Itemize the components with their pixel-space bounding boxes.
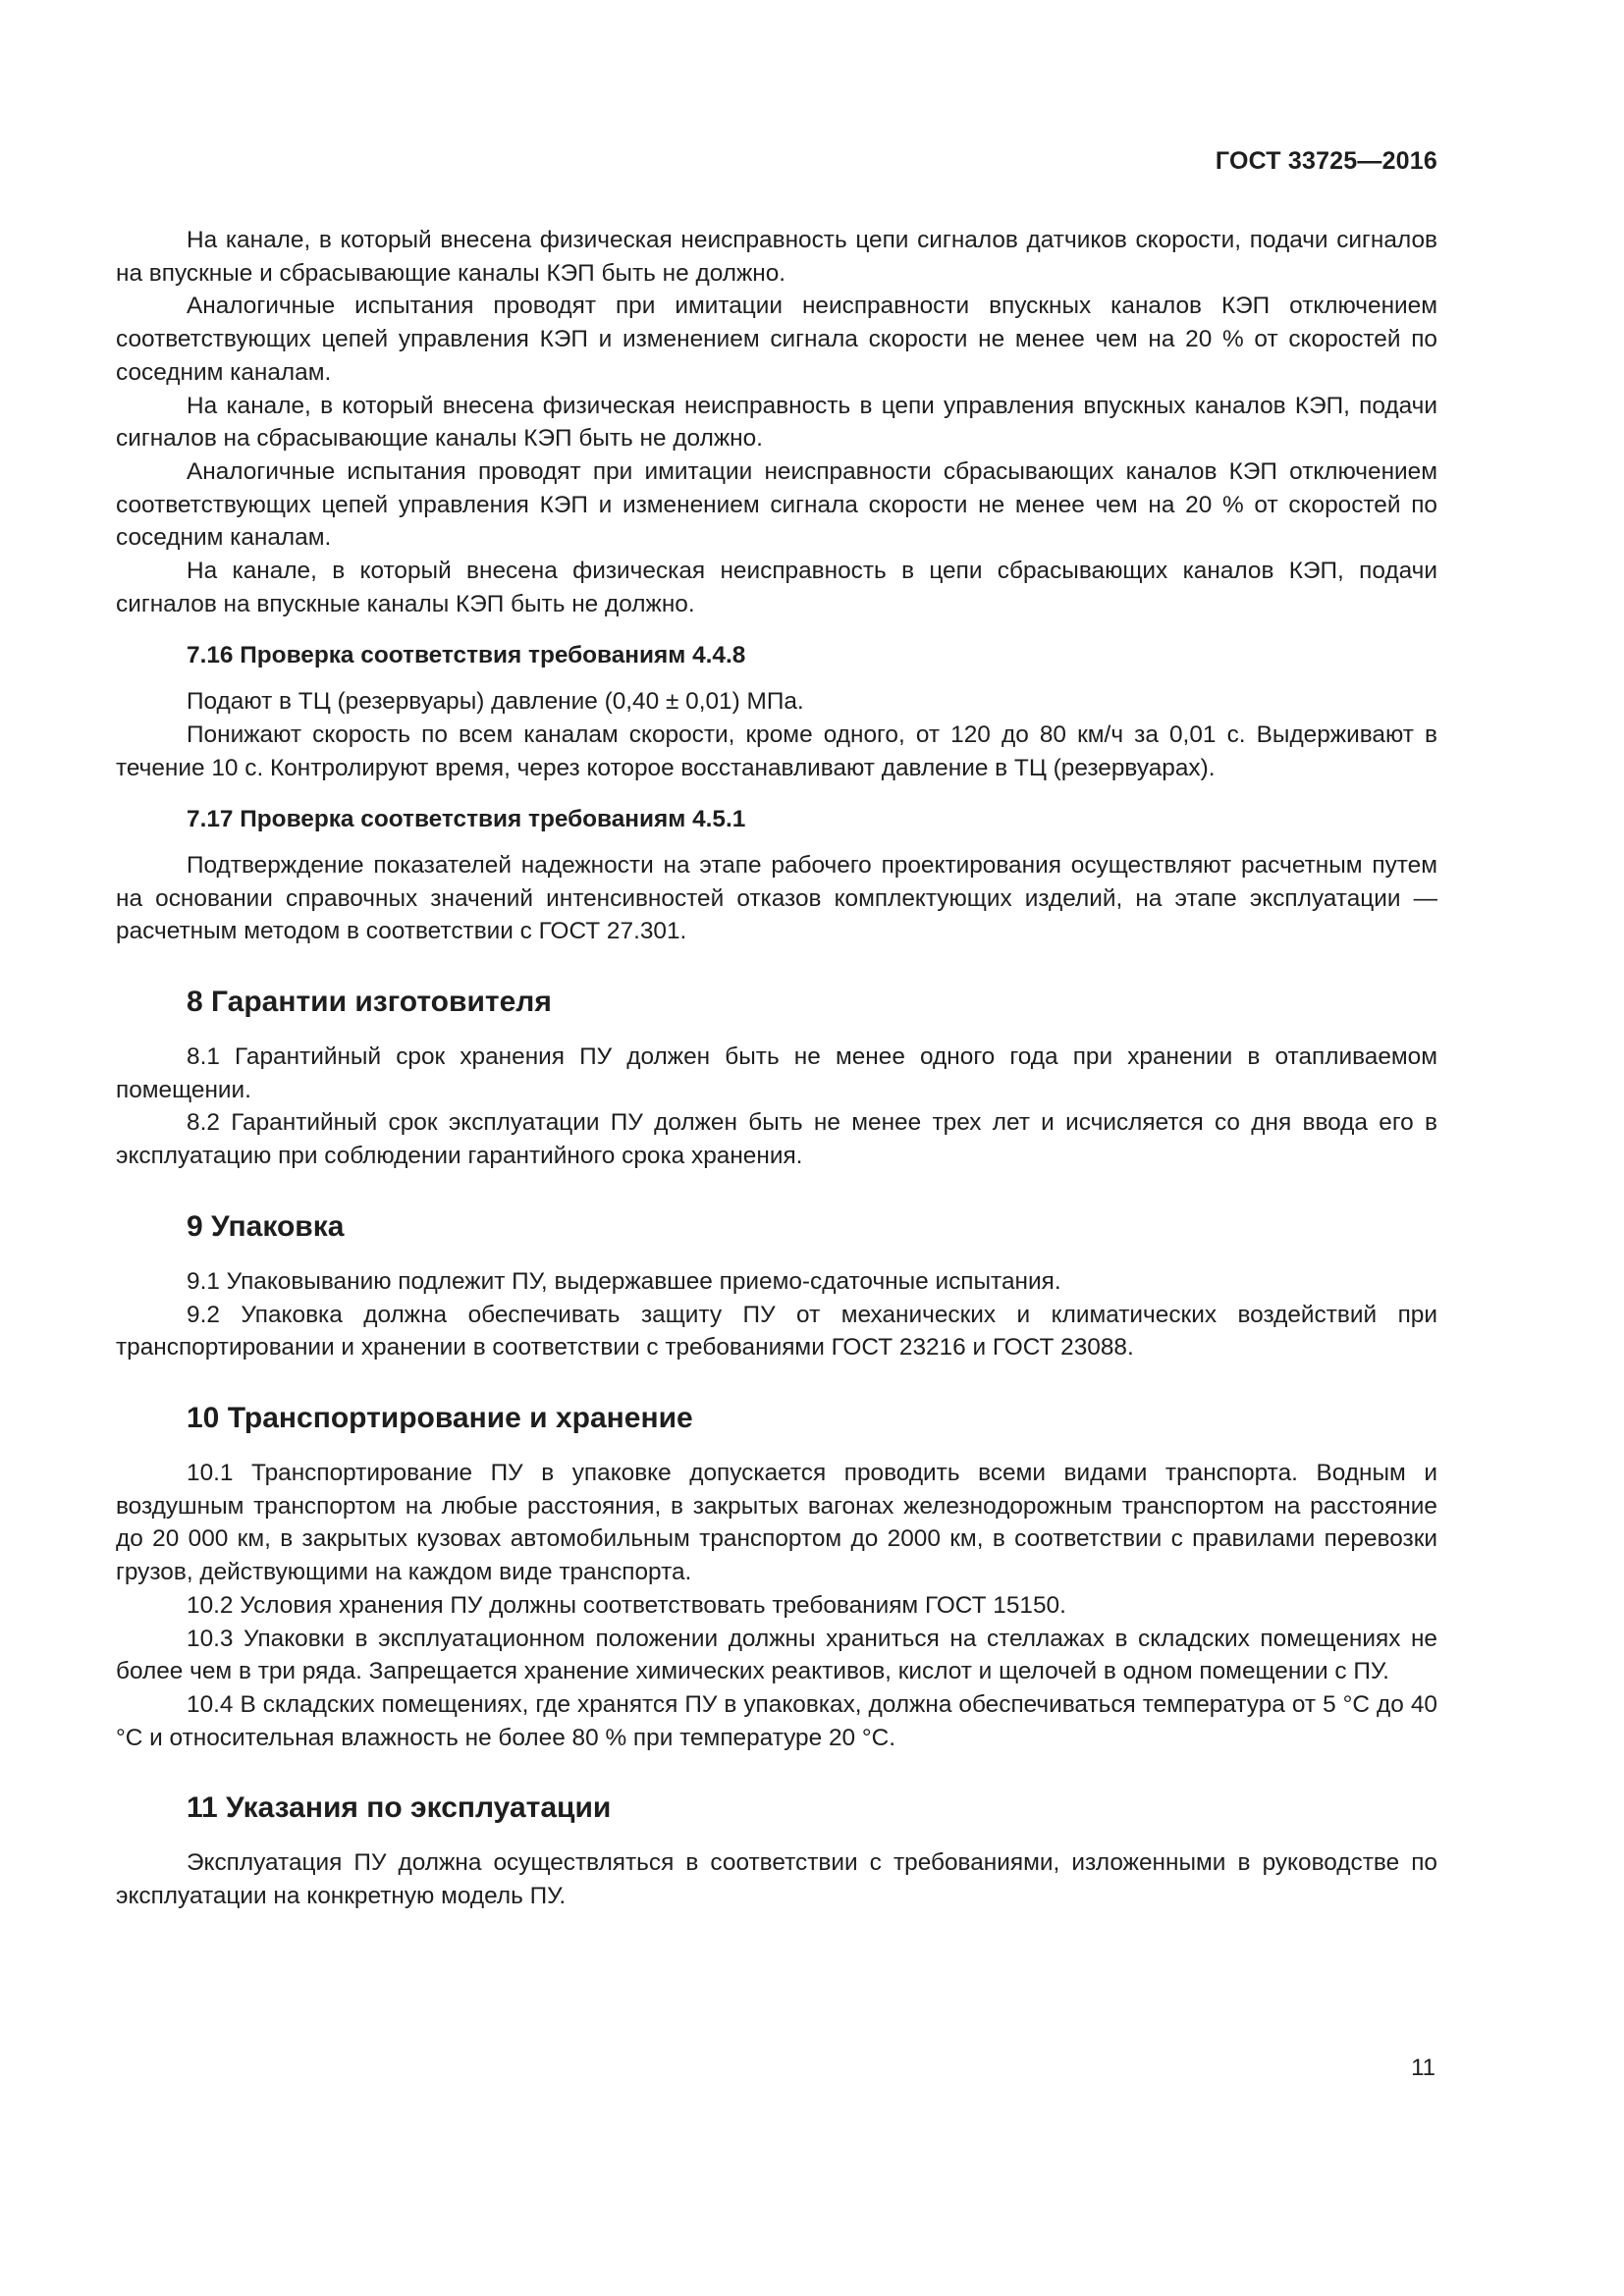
paragraph: Аналогичные испытания проводят при имитации неисправности сбрасывающих каналов КЭП отключением соответствующих цепей управления КЭП и изменением сигнала скорости не менее чем на 20 % от скоростей по соседним каналам.: [116, 457, 1437, 552]
paragraph: 8.2 Гарантийный срок эксплуатации ПУ должен быть не менее трех лет и исчисляется со дня ввода его в эксплуатацию при соблюдении гарантийного срока хранения.: [116, 1109, 1437, 1170]
paragraph: 10.3 Упаковки в эксплуатационном положении должны храниться на стеллажах в складских помещениях не более чем в три ряда. Запрещается хранение химических реактивов, кислот и щелочей в одном помещении с ПУ.: [116, 1625, 1437, 1685]
paragraph: 10.4 В складских помещениях, где хранятся ПУ в упаковках, должна обеспечиваться температура от 5 °C до 40 °C и относительная влажность не более 80 % при температуре 20 °C.: [116, 1690, 1437, 1751]
paragraph: 9.2 Упаковка должна обеспечивать защиту ПУ от механических и климатических воздействий при транспортировании и хранении в соответствии с требованиями ГОСТ 23216 и ГОСТ 23088.: [116, 1301, 1437, 1362]
paragraph: 8.1 Гарантийный срок хранения ПУ должен быть не менее одного года при хранении в отапливаемом помещении.: [116, 1043, 1437, 1103]
page-number: 11: [1411, 2055, 1435, 2081]
subsection-heading-7-16: 7.16 Проверка соответствия требованиям 4.4.8: [187, 642, 746, 669]
paragraph: Подтверждение показателей надежности на этапе рабочего проектирования осуществляют расчетным путем на основании справочных значений интенсивностей отказов комплектующих изделий, на этапе эксплуатации — расчетным методом в соответствии с ГОСТ 27.301.: [116, 851, 1437, 945]
section-heading-8: 8 Гарантии изготовителя: [187, 986, 552, 1019]
paragraph: Подают в ТЦ (резервуары) давление (0,40 ± 0,01) МПа.: [187, 688, 804, 716]
document-body: [116, 224, 1437, 1913]
paragraph: На канале, в который внесена физическая неисправность цепи сигналов датчиков скорости, подачи сигналов на впускные и сбрасывающие каналы КЭП быть не должно.: [116, 227, 1437, 287]
paragraph: Аналогичные испытания проводят при имитации неисправности впускных каналов КЭП отключением соответствующих цепей управления КЭП и изменением сигнала скорости не менее чем на 20 % от скоростей по соседним каналам.: [116, 293, 1437, 386]
subsection-heading-7-17: 7.17 Проверка соответствия требованиям 4.5.1: [187, 806, 746, 833]
paragraph: 10.2 Условия хранения ПУ должны соответствовать требованиям ГОСТ 15150.: [187, 1591, 1066, 1619]
section-heading-11: 11 Указания по эксплуатации: [187, 1791, 612, 1825]
section-heading-10: 10 Транспортирование и хранение: [187, 1401, 693, 1434]
paragraph: 10.1 Транспортирование ПУ в упаковке допускается проводить всеми видами транспорта. Водным и воздушным транспортом на любые расстояния, в закрытых вагонах железнодорожным транспортом на расстояние до 20 000 км, в закрытых кузовах автомобильным транспортом до 2000 км, в соответствии с правилами перевозки грузов, действующими на каждом виде транспорта.: [116, 1459, 1437, 1586]
section-heading-9: 9 Упаковка: [187, 1209, 345, 1243]
document-code: ГОСТ 33725—2016: [1215, 147, 1437, 175]
paragraph: Понижают скорость по всем каналам скорости, кроме одного, от 120 до 80 км/ч за 0,01 с. Выдерживают в течение 10 с. Контролируют время, через которое восстанавливают давление в ТЦ (резервуарах).: [116, 721, 1437, 781]
paragraph: Эксплуатация ПУ должна осуществляться в соответствии с требованиями, изложенными в руководстве по эксплуатации на конкретную модель ПУ.: [116, 1849, 1437, 1910]
paragraph: 9.1 Упаковыванию подлежит ПУ, выдержавшее приемо-сдаточные испытания.: [187, 1267, 1061, 1295]
paragraph: На канале, в который внесена физическая неисправность в цепи управления впускных каналов КЭП, подачи сигналов на сбрасывающие каналы КЭП быть не должно.: [116, 392, 1437, 453]
paragraph: На канале, в который внесена физическая неисправность в цепи сбрасывающих каналов КЭП, подачи сигналов на впускные каналы КЭП быть не должно.: [116, 558, 1437, 617]
